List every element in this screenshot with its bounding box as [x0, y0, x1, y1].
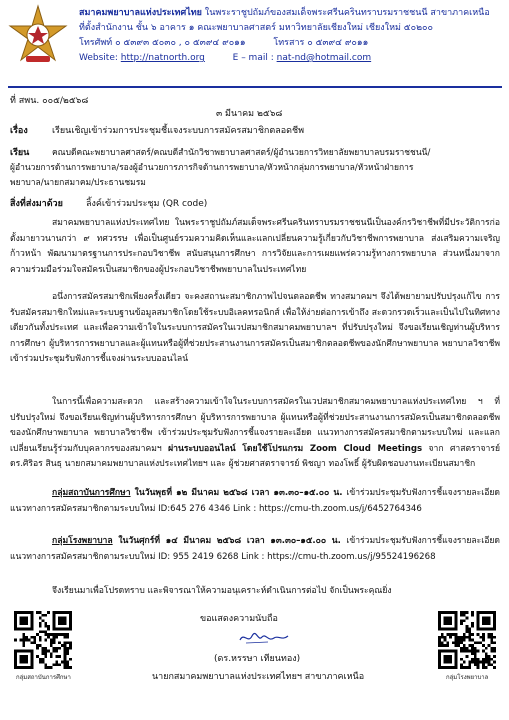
recipient-line: คณบดีคณะพยาบาลศาสตร์/คณบดีสำนักวิชาพยาบาลศาสตร์/ผู้อำนวยการวิทยาลัยพยาบาลบรมราชชนนี/: [52, 148, 431, 158]
email-label: E – mail :: [232, 53, 274, 63]
qr-caption-education: กลุ่มสถาบันการศึกษา: [16, 674, 71, 681]
qr-caption-hospital: กลุ่มโรงพยาบาล: [446, 674, 489, 681]
enclosure-text: ลิ้งค์เข้าร่วมประชุม (QR code): [86, 199, 208, 209]
office-address: ที่ตั้งสำนักงาน ชั้น ๖ อาคาร ๑ คณะพยาบาลศาสตร์ มหาวิทยาลัยเชียงใหม่ เชียงใหม่ ๕๐๒๐๐: [79, 23, 434, 33]
signature-image: [238, 630, 294, 646]
enclosure-label: สิ่งที่ส่งมาด้วย: [10, 199, 63, 209]
qr-code-hospital-icon[interactable]: [438, 611, 496, 669]
meeting-schedule-hospital: กลุ่มโรงพยาบาล ในวันศุกร์ที่ ๑๔ มีนาคม ๒๕๖๘ เวลา ๑๓.๓๐–๑๕.๐๐ น. เข้าร่วมประชุมรับฟังการชี้แจงรายละเอียด แนวทางการสมัครสมาชิกตามระบบใหม่ ID: 955 2419 6268 Link : https://cmu-th.zoom.us/j/95524196268: [10, 536, 500, 562]
phone-number: ๐ ๕๓๙๓ ๕๐๓๐ , ๐ ๕๓๙๔ ๙๐๑๑: [115, 38, 246, 48]
meeting-schedule-education: กลุ่มสถาบันการศึกษา ในวันพุธที่ ๑๒ มีนาคม ๒๕๖๘ เวลา ๑๓.๓๐–๑๕.๐๐ น. เข้าร่วมประชุมรับฟังการชี้แจงรายละเอียด แนวทางการสมัครสมาชิกตามระบบใหม่ ID:645 276 4346 Link : https://cmu-th.zoom.us/j/6452764346: [10, 488, 500, 514]
qr-code-education-icon[interactable]: [14, 611, 72, 669]
body-paragraph: ในการนี้เพื่อความสะดวก และสร้างความเข้าใจในระบบการสมัครในเวปสมาชิกสมาคมพยาบาลแห่งประเทศไทย ฯ ที่ปรับปรุงใหม่ จึงขอเรียนเชิญท่านผู้บริหารการศึกษา ผู้บริหารการพยาบาล ผู้แทนหรือผู้ที่ช่วยประสานงานการสมัครเป็นสมาชิกตลอดชีพของนักศึกษาพยาบาล พยาบาลวิชาชีพ เข้าร่วมประชุมรับฟังการชี้แจงรายละเอียด แนวทางการสมัครสมาชิกตามระบบใหม่ และแลกเปลี่ยนเรียนรู้ร่วมกับบุคลากรของสมาคมฯ ผ่านระบบออนไลน์ โดยใช้โปรแกรม Zoom Cloud Meetings จาก ศาสตราจารย์ ดร.ศิริอร สินธุ นายกสมาคมพยาบาลแห่งประเทศไทยฯ และ ผู้ช่วยศาสตราจารย์ พิชญา ทองโพธิ์ ผู้รับผิดชอบงานทะเบียนสมาชิก: [10, 397, 500, 469]
reference-number: ที่ สพน. ๐๐๕/๒๕๖๘: [10, 96, 89, 106]
body-paragraph: สมาคมพยาบาลแห่งประเทศไทย ในพระราชูปถัมภ์สมเด็จพระศรีนครินทราบรมราชชนนีเป็นองค์กรวิชาชีพที่มีประวัติการก่อตั้งมายาวนานกว่า ๙ ทศวรรษ เพื่อเป็นศูนย์รวมความคิดเห็นและแลกเปลี่ยนความรู้เกี่ยวกับวิชาชีพการพยาบาล ส่งเสริมความเจริญก้าวหน้า พัฒนามาตรฐานการประกอบวิชาชีพ สนับสนุนการศึกษา การวิจัยและการเผยแพร่ความรู้ทางการพยาบาล ส่วนหนึ่งมาจากความร่วมมือร่วมใจสมัครเป็นสมาชิกของผู้ประกอบวิชาชีพพยาบาลในประเทศไทย: [10, 218, 500, 275]
closing-text: จึงเรียนมาเพื่อโปรดทราบ และพิจารณาให้ความอนุเคราะห์ดำเนินการต่อไป จักเป็นพระคุณยิ่ง: [52, 586, 392, 596]
signer-name: (ดร.หรรษา เทียนทอง): [214, 654, 301, 664]
phone-label: โทรศัพท์: [79, 38, 113, 48]
website-link[interactable]: http://natnorth.org: [120, 53, 205, 63]
header-divider: [8, 86, 502, 88]
recipient-line: ผู้อำนวยการด้านการพยาบาล/รองผู้อำนวยการภารกิจด้านการพยาบาล/หัวหน้ากลุ่มการพยาบาล/หัวหน้าฝ่ายการ: [10, 163, 414, 173]
org-subtitle: ในพระราชูปถัมภ์ของสมเด็จพระศรีนครินทราบรมราชชนนี สาขาภาคเหนือ: [201, 8, 490, 18]
email-link[interactable]: nat-nd@hotmail.com: [276, 53, 372, 63]
fax-number: ๐ ๕๓๙๔ ๙๐๑๑: [307, 38, 369, 48]
recipient-label: เรียน: [10, 148, 30, 158]
body-paragraph: อนึ่งการสมัครสมาชิกเพียงครั้งเดียว จะคงสถานะสมาชิกภาพไปจนตลอดชีพ ทางสมาคมฯ จึงได้พยายามปรับปรุงแก้ไข การรับสมัครสมาชิกใหม่และระบบฐานข้อมูลสมาชิกโดยใช้ระบบอิเลคทรอนิกส์ เพื่อให้ง่ายต่อการเข้าถึง สะดวกรวดเร็วและเป็นไปในทิศทางเดียวกันทั้งประเทศ และเพื่อความเข้าใจในระบบการสมัครในเวปสมาชิกสมาคมพยาบาลฯ ที่ปรับปรุงใหม่ จึงขอเรียนเชิญท่านผู้บริหารการศึกษา ผู้บริหารการพยาบาลและผู้แทนหรือผู้ที่ช่วยประสานงานการสมัครเป็นสมาชิกตลอดชีพของนักศึกษาพยาบาล พยาบาลวิชาชีพ เข้าร่วมประชุมรับฟังการชี้แจงผ่านระบบออนไลน์: [10, 292, 500, 364]
signer-title: นายกสมาคมพยาบาลแห่งประเทศไทยฯ สาขาภาคเหนือ: [152, 672, 365, 682]
website-label: Website:: [79, 53, 118, 63]
recipient-line: พยาบาล/นายกสมาคม/ประธานชมรม: [10, 178, 146, 188]
subject-text: เรียนเชิญเข้าร่วมการประชุมชี้แจงระบบการสมัครสมาชิกตลอดชีพ: [52, 126, 305, 136]
regards-text: ขอแสดงความนับถือ: [200, 614, 278, 624]
subject-label: เรื่อง: [10, 126, 28, 136]
association-logo-icon: [6, 4, 70, 68]
org-name: สมาคมพยาบาลแห่งประเทศไทย: [79, 8, 202, 18]
letter-date: ๓ มีนาคม ๒๕๖๘: [216, 109, 283, 119]
fax-label: โทรสาร: [273, 38, 305, 48]
letterhead: [79, 6, 504, 66]
